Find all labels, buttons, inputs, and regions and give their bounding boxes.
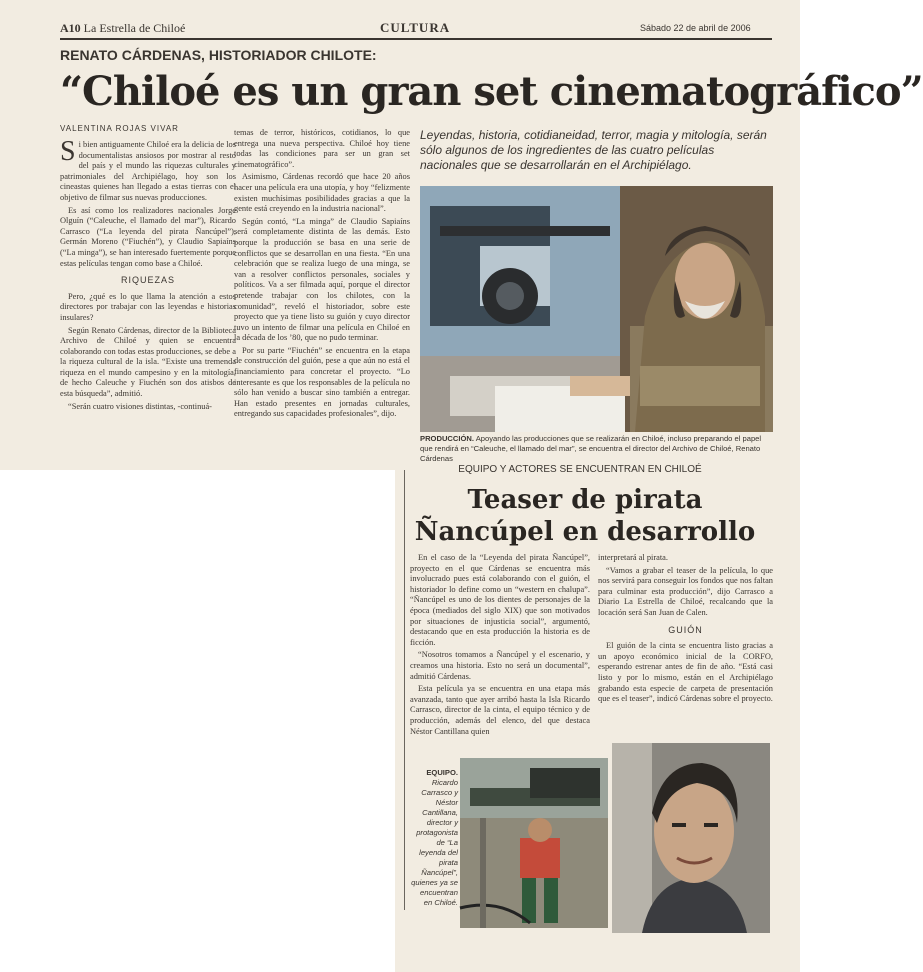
article1-paragraph: “Serán cuatro visiones distintas, -continuá-	[68, 401, 212, 411]
article1-deck: Leyendas, historia, cotidianeidad, terror, magia y mitología, serán sólo algunos de los ingredientes de las cuatro películas nacionales que se desarrollarán en el Archipiélago.	[420, 128, 767, 172]
article1-paragraph: Pero, ¿qué es lo que llama la atención a estos directores por trabajar con las leyendas e historias insulares?	[60, 291, 236, 322]
article2-subhead: GUIÓN	[668, 624, 703, 635]
photo-caption-produccion	[420, 434, 773, 464]
section-name: CULTURA	[380, 20, 451, 35]
article1-column-2	[234, 128, 410, 422]
caption-text: Ricardo Carrasco y Néstor Cantillana, director y protagonista de “La leyenda del pirata Ñancúpel”, quienes ya se encuentran en Chiloé.	[411, 778, 458, 907]
page-header-left	[60, 21, 185, 36]
article2-column-2	[598, 553, 773, 707]
article1-paragraph: Por su parte “Fiuchén” se encuentra en la etapa de construcción del guión, pese a que aún no está el financiamiento para concretar el proyecto. “Lo interesante es que los responsables de la película no sólo han venido a buscar sino también a entregar. Han estado presentes en jornadas culturales, entregando sus capacidades profesionales”, dijo.	[234, 345, 410, 419]
article2-paragraph: Esta película ya se encuentra en una etapa más avanzada, tanto que ayer arribó hasta la Isla Ricardo Carrasco, director de la cinta, el equipo técnico y de producción, además del elenco, del que destaca Néstor Cantillana quien	[410, 684, 590, 736]
issue-date: Sábado 22 de abril de 2006	[640, 23, 751, 33]
article2-paragraph: En el caso de la “Leyenda del pirata Ñancúpel”, proyecto en el que Cárdenas se encuentra más involucrado pues está colaborando con el guión, el historiador lo define como un “western en chalupa”. “Ñancúpel es uno de los dientes de personajes de la época (mediados del siglo XIX) que son motivados por situaciones de injusticia social”, argumentó, destacando que en esta producción la historia es de ficción.	[410, 553, 590, 647]
photo-portrait-illustration	[612, 743, 770, 933]
photo-equipo-camara	[460, 758, 608, 928]
article1-byline: VALENTINA ROJAS VIVAR	[60, 124, 179, 133]
article1-paragraph: temas de terror, históricos, cotidianos, lo que entrega una nueva perspectiva. Chiloé hoy tiene todas las condiciones para ser un gran set cinematográfico”.	[234, 128, 410, 169]
article1-paragraph: i bien antiguamente Chiloé era la delicia de los documentalistas ansiosos por mostrar al resto del país y el mundo las riquezas culturales y patrimoniales del Archipiélago, hoy son los cineastas quienes han llegado a estas tierras con el objetivo de filmar sus nuevas producciones.	[60, 140, 236, 202]
article2-headline	[410, 484, 760, 548]
article2-paragraph: El guión de la cinta se encuentra listo gracias a un apoyo económico inicial de la CORFO, esperando estrenar antes de fin de año. “Está casi listo y por lo mismo, están en el Archipiélago grabando esta especie de carpeta de presentación que es el teaser”, indicó Cárdenas sobre el proyecto.	[598, 641, 773, 704]
caption-text: Apoyando las producciones que se realizarán en Chiloé, incluso preparando el papel que rendirá en “Caleuche, el llamado del mar”, se encuentra el director del Archivo de Chiloé, Renato Cárdenas	[420, 434, 762, 463]
article2-headline-line2: Ñancúpel en desarrollo	[414, 517, 756, 547]
article1-paragraph: Asimismo, Cárdenas recordó que hace 20 años hacer una película era una utopía, y hoy “felizmente existen muchísimas posibilidades gracias a que la gente está creyendo en la industria nacional”.	[234, 172, 410, 214]
column-rule	[404, 470, 405, 910]
article1-column-1	[60, 136, 236, 414]
article2-paragraph: “Nosotros tomamos a Ñancúpel y el escenario, y creamos una historia. Esto no será un documental”, admitió Cárdenas.	[410, 650, 590, 681]
article2-paragraph: “Vamos a grabar el teaser de la película, lo que nos servirá para conseguir los fondos que nos faltan para culminar esta producción”, dijo Carrasco a Diario La Estrella de Chiloé, recalcando que la locación será San Juan de Calen.	[598, 565, 773, 617]
article2-paragraph: interpretará al pirata.	[598, 553, 668, 562]
article1-kicker: RENATO CÁRDENAS, HISTORIADOR CHILOTE:	[60, 47, 377, 63]
photo-caption-equipo	[410, 768, 458, 908]
article2-column-1	[410, 553, 590, 739]
photo-equipo-illustration	[460, 758, 608, 928]
drop-cap: S	[60, 136, 76, 167]
photo-nestor-cantillana	[612, 743, 770, 933]
article1-paragraph: Es así como los realizadores nacionales Jorge Olguín (“Caleuche, el llamado del mar”), Ricardo Carrasco (“La leyenda del pirata Ñancúpel”), Germán Moreno (“Fiuchén”), y Claudio Sapiaíns (“La minga”), se han interesado fuertemente porque estas películas tengan como base a Chiloé.	[60, 205, 236, 268]
newspaper-name: La Estrella de Chiloé	[83, 21, 186, 35]
photo-renato-cardenas	[420, 186, 773, 432]
caption-lead: PRODUCCIÓN.	[420, 434, 475, 443]
article2-kicker: EQUIPO Y ACTORES SE ENCUENTRAN EN CHILOÉ	[458, 464, 702, 475]
header-rule	[60, 38, 772, 40]
article2-headline-line1: Teaser de pirata	[467, 485, 703, 515]
page-number: A10	[60, 21, 81, 35]
article1-headline: “Chiloé es un gran set cinematográfico”	[60, 68, 923, 115]
photo-renato-cardenas-illustration	[420, 186, 773, 432]
caption-lead: EQUIPO.	[426, 768, 458, 777]
article1-paragraph: Según contó, “La minga” de Claudio Sapiaíns será completamente distinta de las demás. Esto porque la producción se basa en una serie de conflictos que se desarrollan en una fiesta. “En una celebración que se realiza luego de una minga, se van a resolver conflictos personales, sociales y políticos. Va a ser filmada aquí, porque el director pretende trabajar con los chilotes, con la comunidad”, reveló el historiador, sobre este proyecto que ya tiene listo su guión y cuyo director tuvo un intento de filmar una película en Chiloé en la década de los ’80, que no pudo terminar.	[234, 216, 410, 343]
article1-paragraph: Según Renato Cárdenas, director de la Biblioteca Archivo de Chiloé y quien se encuentra colaborando con todas estas producciones, se debe a la riqueza cultural de la isla. “Existe una tremenda riqueza en el mundo campesino y en la mitología, de hecho Caleuche y Fiuchén son dos atisbos de esta búsqueda”, admitió.	[60, 325, 236, 399]
article1-subhead: RIQUEZAS	[120, 275, 175, 286]
